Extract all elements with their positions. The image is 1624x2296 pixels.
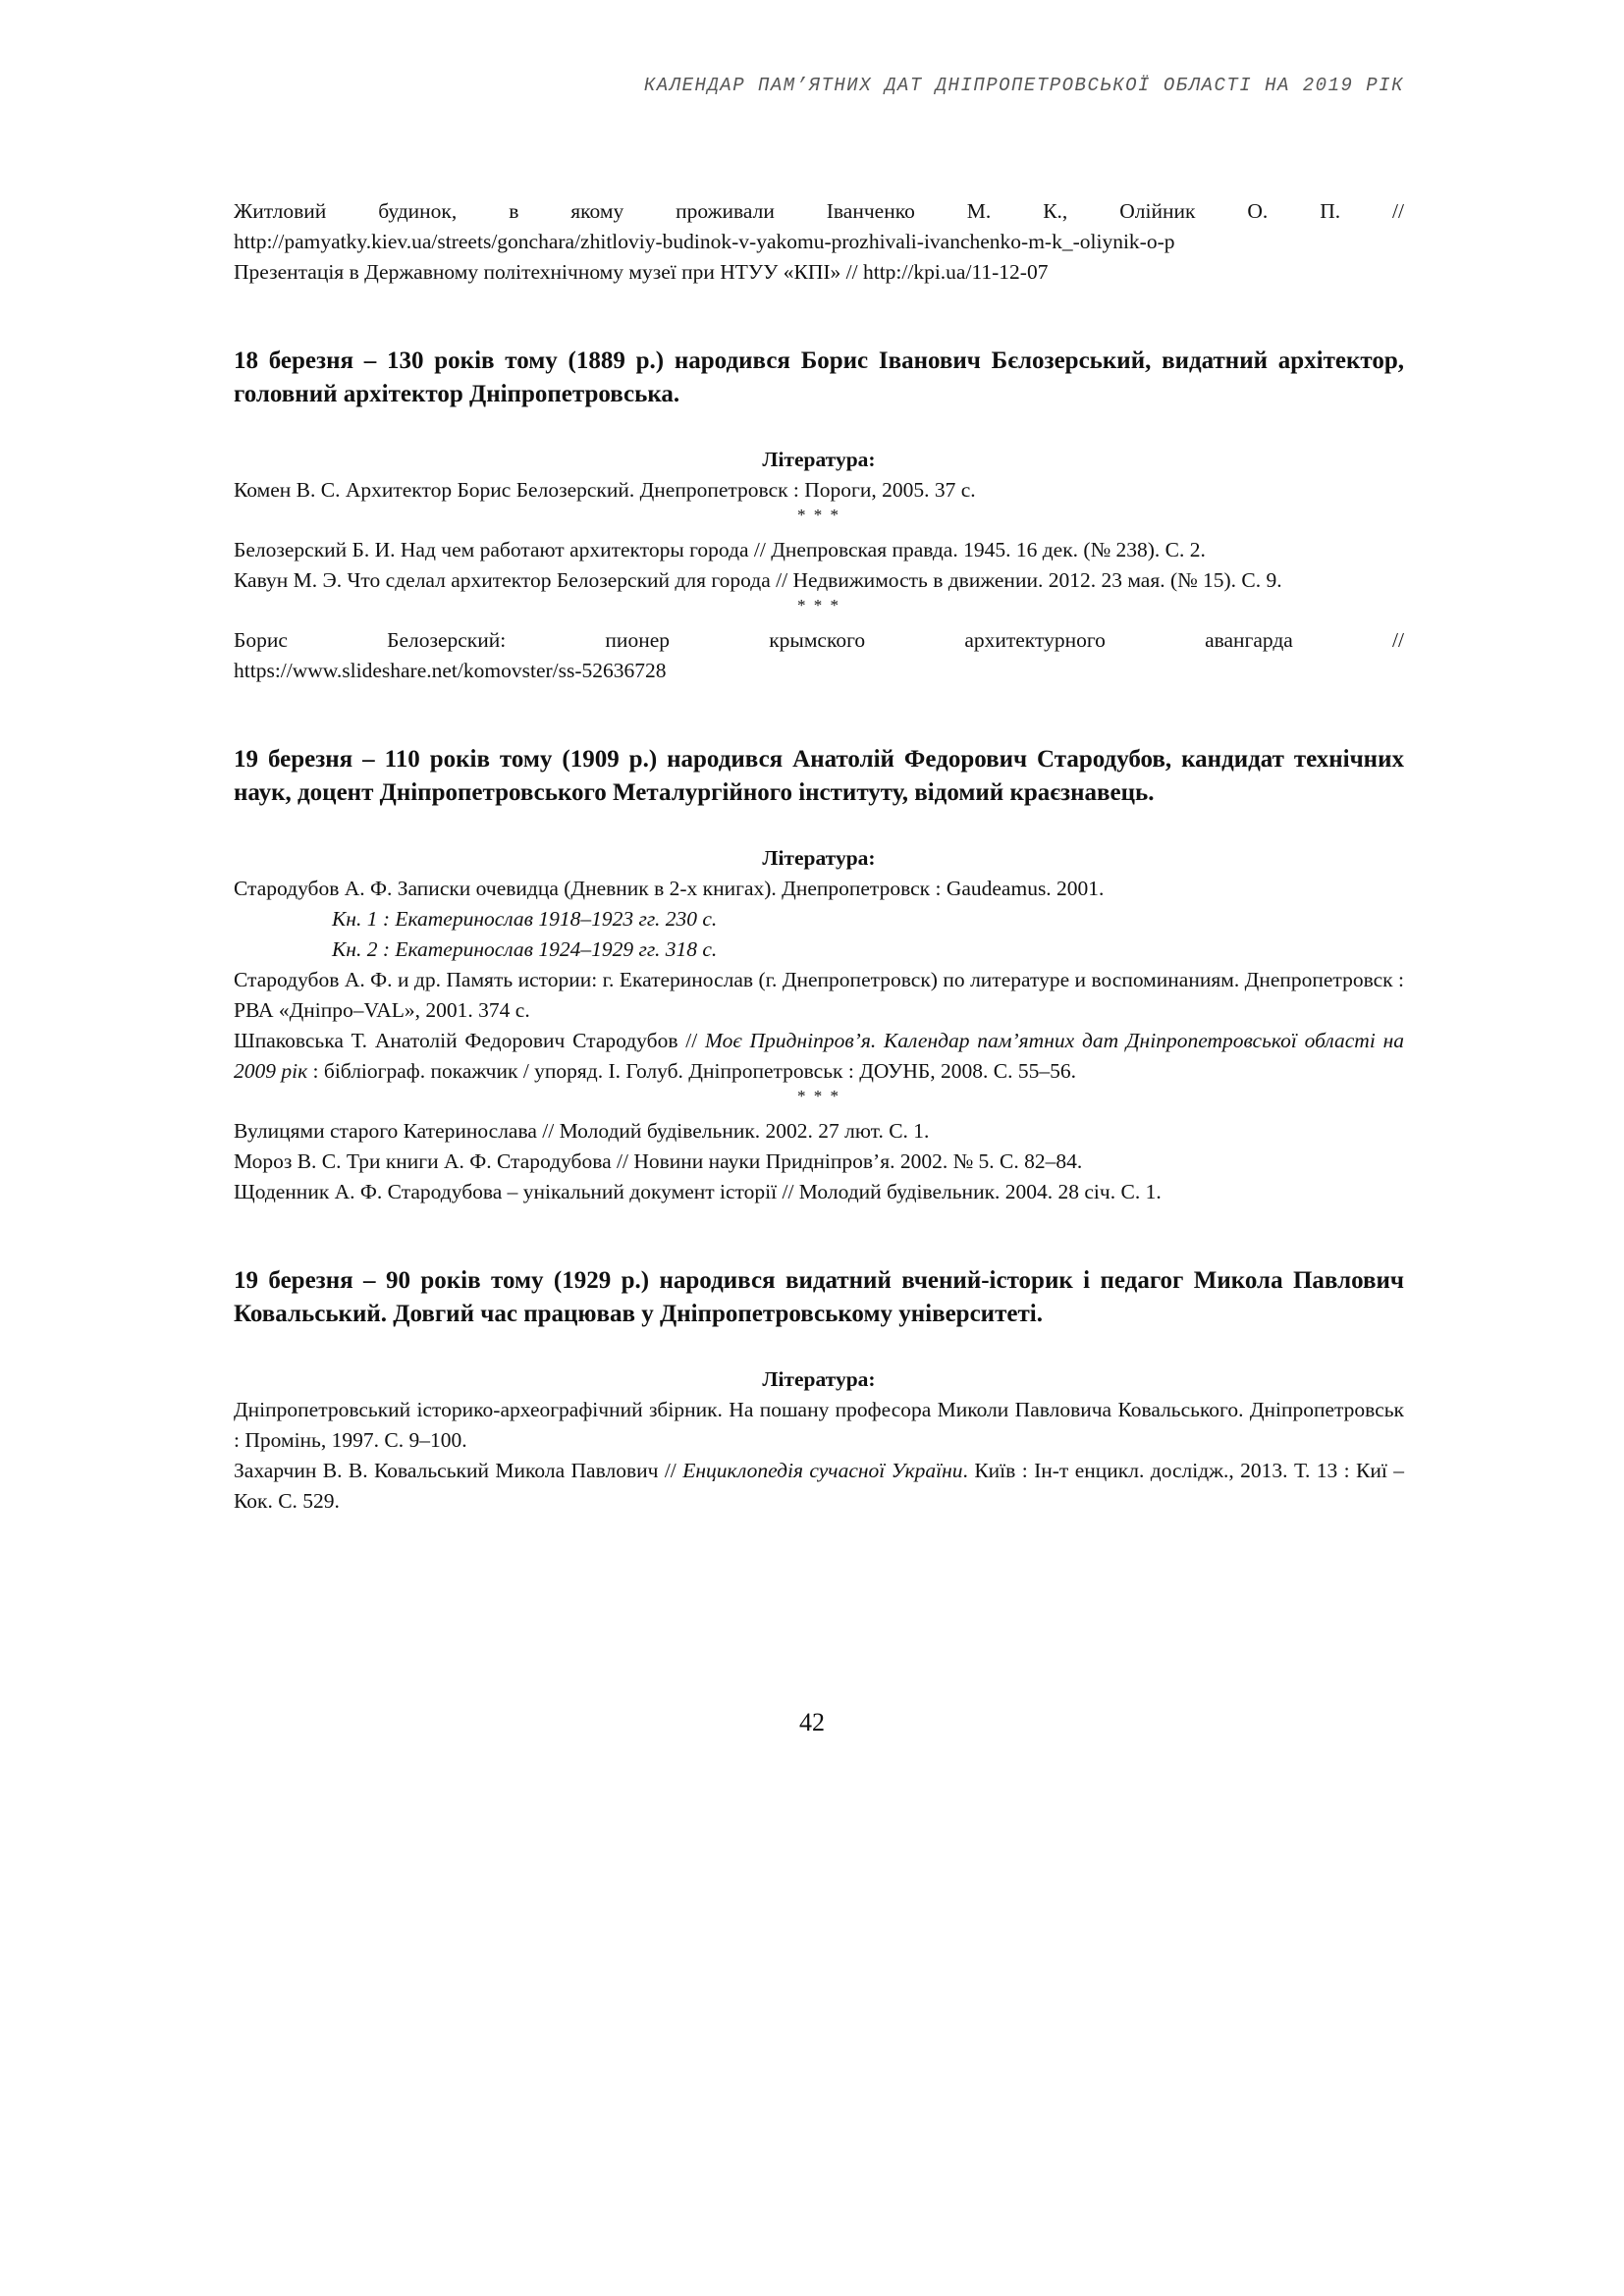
section-belozersky	[234, 345, 1404, 686]
section-heading: 18 березня – 130 років тому (1889 р.) народився Борис Іванович Бєлозерський, видатний архітектор, головний архітектор Дніпропетровська.	[234, 347, 1404, 407]
section-heading: 19 березня – 110 років тому (1909 р.) народився Анатолій Федорович Стародубов, кандидат технічних наук, доцент Дніпропетровського Металургійного інституту, відомий краєзнавець.	[234, 746, 1404, 806]
reference-subentry: Кн. 1 : Екатеринослав 1918–1923 гг. 230 с.	[332, 907, 718, 931]
reference-entry: Презентація в Державному політехнічному музеї при НТУУ «КПІ» // http://kpi.ua/11-12-07	[234, 260, 1049, 284]
reference-entry: Дніпропетровський історико-археографічний збірник. На пошану професора Миколи Павловича Ковальського. Дніпропетровськ : Промінь, 1997. С. 9–100.	[234, 1398, 1404, 1452]
reference-entry: Мороз В. С. Три книги А. Ф. Стародубова // Новини науки Придніпров’я. 2002. № 5. С. 82–84.	[234, 1149, 1083, 1173]
reference-url: http://pamyatky.kiev.ua/streets/gonchara/zhitloviy-budinok-v-yakomu-prozhivali-ivanchenko-m-k_-oliynik-o-p	[234, 230, 1175, 253]
reference-text: : бібліограф. покажчик / упоряд. І. Голуб. Дніпропетровськ : ДОУНБ, 2008. С. 55–56.	[307, 1059, 1076, 1083]
reference-entry: Стародубов А. Ф. Записки очевидца (Дневник в 2-х книгах). Днепропетровск : Gaudeamus. 2001.	[234, 877, 1105, 900]
reference-entry: Белозерский Б. И. Над чем работают архитекторы города // Днепровская правда. 1945. 16 дек. (№ 238). С. 2.	[234, 538, 1206, 561]
separator-stars: * * *	[797, 596, 840, 614]
reference-entry: Житловий будинок, в якому проживали Іванченко М. К., Олійник О. П. //	[234, 199, 1404, 223]
intro-references	[234, 196, 1404, 288]
separator-stars: * * *	[797, 1087, 840, 1105]
reference-entry: Вулицями старого Катеринослава // Молодий будівельник. 2002. 27 лют. С. 1.	[234, 1119, 930, 1143]
reference-entry: Щоденник А. Ф. Стародубова – унікальний документ історії // Молодий будівельник. 2004. 28 січ. С. 1.	[234, 1180, 1162, 1203]
reference-entry: Стародубов А. Ф. и др. Память истории: г. Екатеринослав (г. Днепропетровск) по литературе и воспоминаниям. Днепропетровск : РВА «Дніпро–VAL», 2001. 374 с.	[234, 968, 1404, 1022]
reference-text: Захарчин В. В. Ковальський Микола Павлович //	[234, 1459, 683, 1482]
page-content	[234, 196, 1404, 1517]
section-heading: 19 березня – 90 років тому (1929 р.) народився видатний вчений-історик і педагог Микола Павлович Ковальський. Довгий час працював у Дніпропетровському університеті.	[234, 1267, 1404, 1327]
literature-label: Література:	[762, 448, 876, 471]
reference-entry: Кавун М. Э. Что сделал архитектор Белозерский для города // Недвижимость в движении. 2012. 23 мая. (№ 15). С. 9.	[234, 568, 1282, 592]
reference-source-title: Моє Придніпров’я. Календар пам’ятних дат Дніпропетровської області на 2009 рік	[234, 1029, 1404, 1083]
reference-source-title: Енциклопедія сучасної України	[682, 1459, 963, 1482]
reference-text: . Київ : Ін-т енцикл. дослідж., 2013. Т. 13 : Киї – Кок. С. 529.	[234, 1459, 1405, 1513]
reference-entry	[234, 1026, 1404, 1087]
section-starodubov	[234, 743, 1404, 1207]
separator-stars: * * *	[797, 506, 840, 524]
reference-text: Шпаковська Т. Анатолій Федорович Стародубов //	[234, 1029, 706, 1052]
literature-label: Література:	[762, 1367, 876, 1391]
reference-url: https://www.slideshare.net/komovster/ss-52636728	[234, 659, 667, 682]
reference-subentry: Кн. 2 : Екатеринослав 1924–1929 гг. 318 с.	[332, 937, 718, 961]
section-kovalsky	[234, 1264, 1404, 1517]
page-number: 42	[799, 1708, 825, 1736]
reference-entry: Борис Белозерский: пионер крымского архитектурного авангарда //	[234, 628, 1404, 652]
reference-entry	[234, 1456, 1404, 1517]
reference-entry: Комен В. С. Архитектор Борис Белозерский. Днепропетровск : Пороги, 2005. 37 с.	[234, 478, 976, 502]
running-header: КАЛЕНДАР ПАМ’ЯТНИХ ДАТ ДНІПРОПЕТРОВСЬКОЇ ОБЛАСТІ НА 2019 РІК	[643, 75, 1404, 96]
literature-label: Література:	[762, 846, 876, 870]
